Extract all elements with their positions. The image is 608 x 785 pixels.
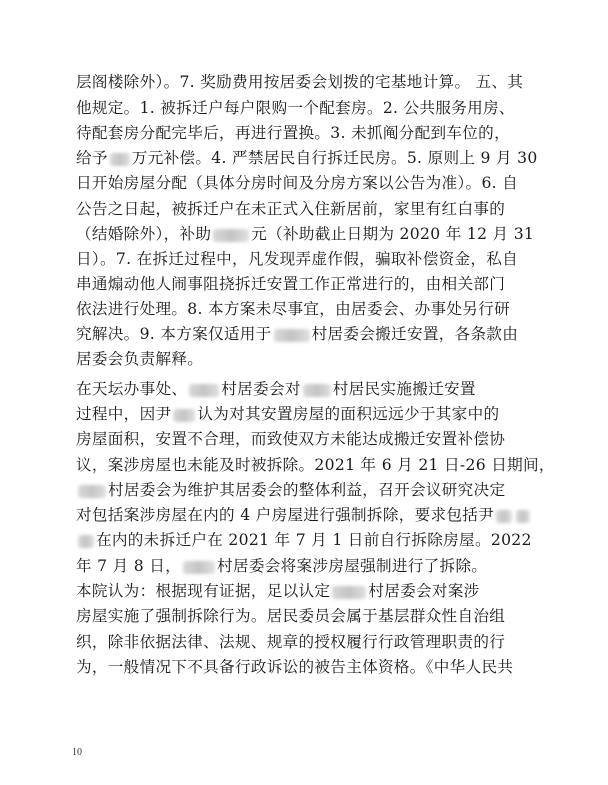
text-segment: 村居委会将案涉房屋强制进行了拆除。 (217, 557, 488, 575)
text-segment: 待配套房分配完毕后，再进行置换。3. 未抓阄分配到车位的， (76, 124, 510, 142)
redaction-blur (78, 535, 94, 548)
text-line (76, 455, 555, 475)
text-segment: 日开始房屋分配（具体分房时间及分房方案以公告为准）。6. 自 (76, 174, 519, 192)
redaction-blur (332, 586, 366, 599)
text-segment: 居委会负责解释。 (76, 350, 204, 368)
text-segment: 房屋实施了强制拆除行为。居民委员会属于基层群众性自治组 (76, 607, 506, 625)
text-line (76, 379, 536, 399)
redaction-blur (173, 409, 195, 422)
text-segment: 本院认为：根据现有证据，足以认定 (76, 582, 331, 600)
text-segment: 究解决。9. 本方案仅适用于 (76, 325, 272, 343)
text-line (76, 224, 536, 244)
text-segment: 村居委会对 (221, 380, 301, 398)
text-line (76, 274, 536, 294)
text-line (76, 581, 536, 601)
text-segment: 织，除非依据法律、法规、规章的授权履行行政管理职责的行 (76, 633, 506, 651)
text-line (76, 349, 536, 369)
redaction-blur (496, 510, 512, 523)
text-segment: 元（补助截止日期为 2020 年 12 月 31 (251, 225, 535, 243)
text-line (76, 505, 536, 525)
redaction-blur (274, 329, 310, 342)
redaction-blur (303, 384, 331, 397)
text-line (76, 530, 536, 550)
text-segment: 村居委会为维护其居委会的整体利益，召开会议研究决定 (108, 481, 506, 499)
text-segment: 对包括案涉房屋在内的 4 户房屋进行强制拆除，要求包括尹 (76, 506, 495, 524)
text-segment: 议，案涉房屋也未能及时被拆除。2021 年 6 月 21 日-26 日期间， (76, 456, 555, 474)
text-segment: 日）。7. 在拆迁过程中，凡发现弄虚作假，骗取补偿资金，私自 (76, 250, 519, 268)
redaction-blur (78, 485, 106, 498)
text-line (76, 632, 536, 652)
text-line (76, 657, 536, 677)
text-line (76, 199, 536, 219)
text-segment: 万元补偿。4. 严禁居民自行拆迁民房。5. 原则上 9 月 30 (131, 149, 538, 167)
text-segment: （结婚除外），补助 (76, 225, 212, 243)
text-line (76, 429, 536, 449)
text-line (76, 480, 536, 500)
text-line (76, 148, 536, 168)
text-segment: 过程中，因尹 (76, 405, 172, 423)
text-line (76, 404, 536, 424)
text-line (76, 324, 536, 344)
text-line (76, 123, 536, 143)
text-line (76, 249, 536, 269)
text-segment: 村居委会对案涉 (368, 582, 480, 600)
redaction-blur (183, 561, 215, 574)
text-segment: 层阁楼除外）。7. 奖励费用按居委会划拨的宅基地计算。 五、其 (76, 73, 524, 91)
text-segment: 给予 (76, 149, 108, 167)
text-segment: 串通煽动他人闹事阻挠拆迁安置工作正常进行的，由相关部门 (76, 275, 506, 293)
text-segment: 他规定。1. 被拆迁户每户限购一个配套房。2. 公共服务用房、 (76, 99, 515, 117)
text-segment: 村居民实施搬迁安置 (332, 380, 476, 398)
text-line (76, 606, 536, 626)
text-segment: 在天坛办事处、 (76, 380, 188, 398)
text-line (76, 299, 536, 319)
redaction-blur (213, 229, 249, 242)
redaction-blur (110, 153, 130, 166)
redaction-blur (516, 510, 530, 523)
text-line (76, 72, 536, 92)
text-segment: 房屋面积，安置不合理，而致使双方未能达成搬迁安置补偿协 (76, 430, 506, 448)
text-segment: 为，一般情况下不具备行政诉讼的被告主体资格。《中华人民共 (76, 658, 514, 676)
text-segment: 村居委会搬迁安置，各条款由 (311, 325, 519, 343)
text-segment: 公告之日起，被拆迁户在未正式入住新居前，家里有红白事的 (76, 200, 506, 218)
text-segment: 年 7 月 8 日， (76, 557, 182, 575)
text-segment: 在内的未拆迁户在 2021 年 7 月 1 日前自行拆除房屋。2022 (96, 531, 532, 549)
redaction-blur (189, 384, 219, 397)
text-line (76, 556, 536, 576)
text-segment: 认为对其安置房屋的面积远远少于其家中的 (197, 405, 500, 423)
text-line (76, 98, 536, 118)
text-line (76, 173, 536, 193)
page-number: 10 (72, 747, 82, 758)
text-segment: 依法进行处理。8. 本方案未尽事宜，由居委会、办事处另行研 (76, 300, 510, 318)
